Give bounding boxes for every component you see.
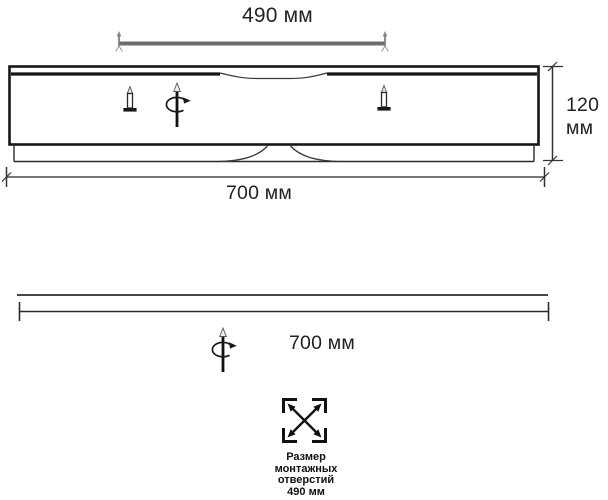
mounting-span-gauge	[116, 31, 389, 52]
rotate-axis-icon	[212, 328, 236, 372]
height-dimension-label	[566, 94, 599, 140]
fixture-side-view	[10, 67, 539, 162]
bottom-width-dimension-line	[20, 302, 549, 321]
width-dimension-label: 700 мм	[226, 182, 292, 204]
height-dimension-line	[543, 62, 563, 165]
mounting-holes-caption	[248, 452, 364, 498]
mount-span-dimension-label: 490 мм	[242, 4, 313, 27]
height-dimension-unit: мм	[566, 117, 594, 139]
caption-line: 490 мм	[287, 485, 325, 498]
gauge-pin-icon	[382, 31, 389, 52]
caption-line: отверстий	[277, 474, 335, 486]
mounting-holes-size-icon	[284, 400, 326, 442]
height-dimension-value: 120	[566, 94, 600, 116]
bottom-width-dimension-label: 700 мм	[289, 332, 355, 354]
caption-line: монтажных	[274, 462, 338, 475]
caption-line: Размер	[286, 451, 326, 463]
gauge-pin-icon	[116, 31, 123, 52]
